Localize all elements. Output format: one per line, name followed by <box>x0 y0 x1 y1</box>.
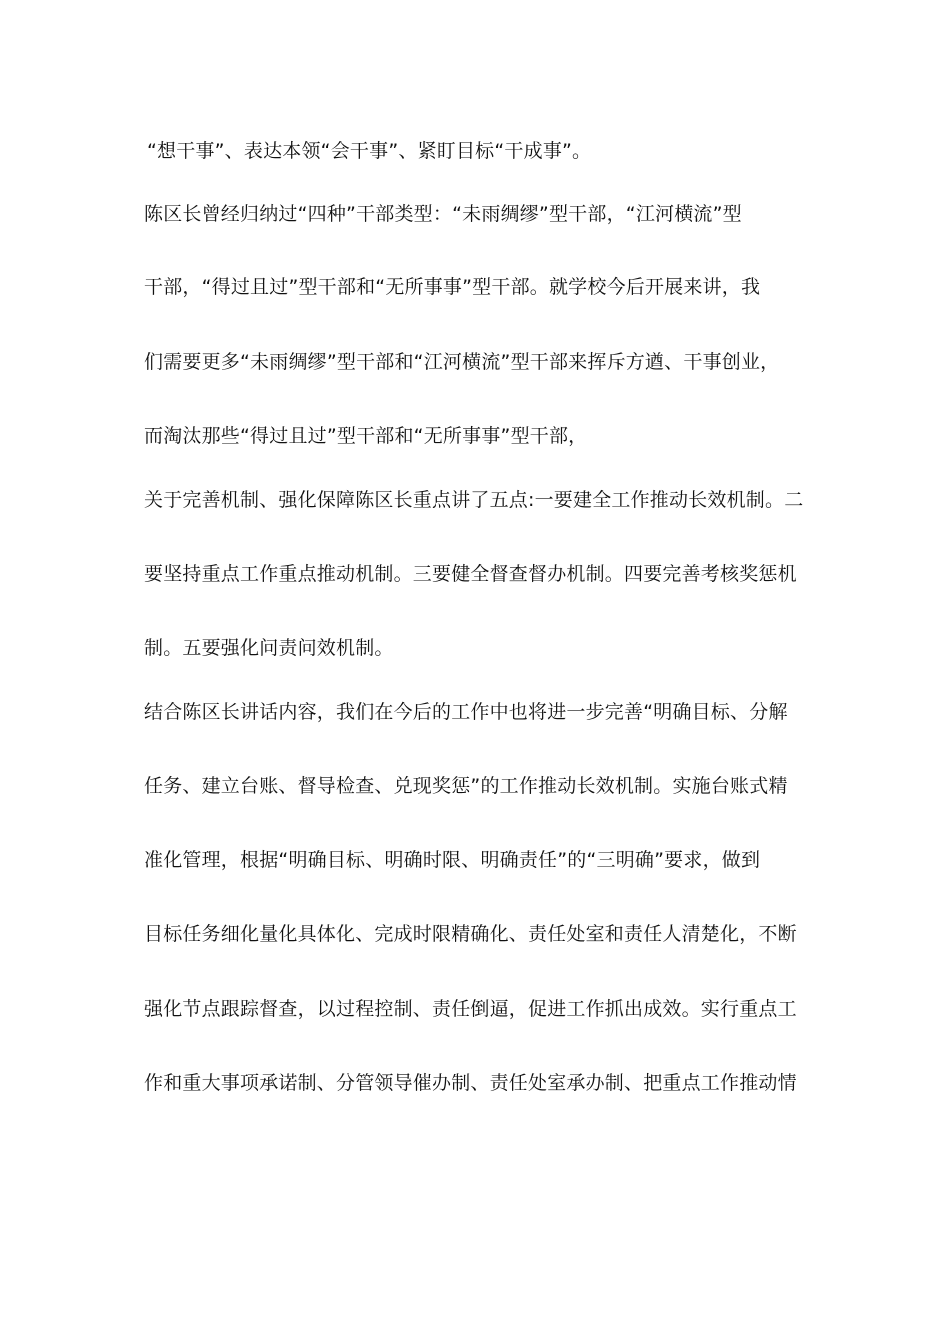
text-line: 准化管理，根据“明确目标、明确时限、明确责任”的“三明确”要求，做到 <box>144 849 761 871</box>
text-line: 关于完善机制、强化保障陈区长重点讲了五点:一要建全工作推动长效机制。二 <box>144 489 804 511</box>
text-line: “想干事”、表达本领“会干事”、紧盯目标“干成事”。 <box>147 140 592 162</box>
text-line: 任务、建立台账、督导检查、兑现奖惩”的工作推动长效机制。实施台账式精 <box>144 775 788 797</box>
text-line: 目标任务细化量化具体化、完成时限精确化、责任处室和责任人清楚化，不断 <box>144 923 797 945</box>
text-line: 结合陈区长讲话内容，我们在今后的工作中也将进一步完善“明确目标、分解 <box>144 701 788 723</box>
text-line: 而淘汰那些“得过且过”型干部和“无所事事”型干部， <box>144 425 588 447</box>
text-line: 作和重大事项承诺制、分管领导催办制、责任处室承办制、把重点工作推动情 <box>144 1072 797 1094</box>
text-line: 制。五要强化问责问效机制。 <box>144 637 394 659</box>
text-line: 强化节点跟踪督查，以过程控制、责任倒逼，促进工作抓出成效。实行重点工 <box>144 998 797 1020</box>
text-line: 陈区长曾经归纳过“四种”干部类型：“未雨绸缪”型干部，“江河横流”型 <box>144 203 742 225</box>
text-line: 干部，“得过且过”型干部和“无所事事”型干部。就学校今后开展来讲，我 <box>144 276 761 298</box>
text-line: 要坚持重点工作重点推动机制。三要健全督查督办机制。四要完善考核奖惩机 <box>144 563 797 585</box>
text-line: 们需要更多“未雨绸缪”型干部和“江河横流”型干部来挥斥方遒、干事创业， <box>144 351 780 373</box>
